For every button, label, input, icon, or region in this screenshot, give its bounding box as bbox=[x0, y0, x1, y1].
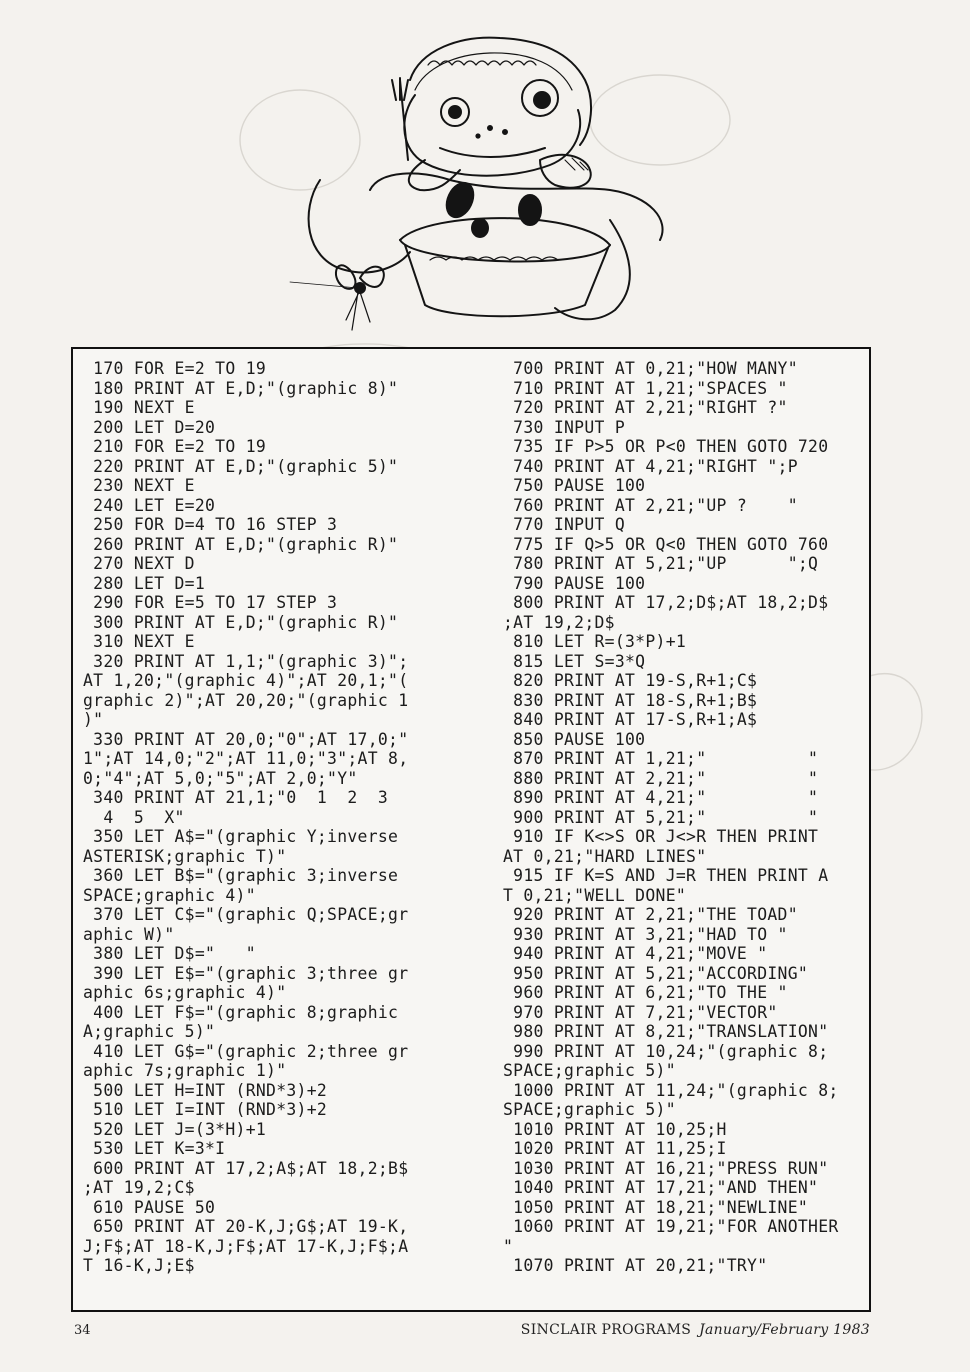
code-line: 310 NEXT E bbox=[83, 632, 195, 651]
code-line: 740 PRINT AT 4,21;"RIGHT ";P bbox=[503, 456, 798, 476]
code-line: 600 PRINT AT 17,2;A$;AT 18,2;B$ bbox=[83, 1158, 409, 1178]
code-line: 240 LET E=20 bbox=[83, 495, 216, 515]
code-line: 330 PRINT AT 20,0;"0";AT 17,0;" bbox=[83, 729, 409, 749]
code-line: 290 FOR E=5 TO 17 STEP 3 bbox=[83, 593, 338, 612]
code-line: 280 LET D=1 bbox=[83, 573, 206, 593]
page-number: 34 bbox=[74, 1323, 91, 1338]
code-line: 180 PRINT AT E,D;"(graphic 8)" bbox=[83, 378, 399, 398]
code-line: 915 IF K=S AND J=R THEN PRINT A bbox=[503, 866, 829, 885]
code-line: 775 IF Q>5 OR Q<0 THEN GOTO 760 bbox=[503, 534, 829, 554]
code-line: 810 LET R=(3*P)+1 bbox=[503, 632, 687, 651]
code-line: 650 PRINT AT 20-K,J;G$;AT 19-K, bbox=[83, 1217, 409, 1236]
code-line: 950 PRINT AT 5,21;"ACCORDING" bbox=[503, 963, 809, 983]
code-line: 520 LET J=(3*H)+1 bbox=[83, 1119, 267, 1139]
code-line: 530 LET K=3*I bbox=[83, 1139, 226, 1158]
code-line: SPACE;graphic 4)" bbox=[83, 885, 256, 905]
code-line: AT 0,21;"HARD LINES" bbox=[503, 846, 707, 866]
code-line: 815 LET S=3*Q bbox=[503, 651, 646, 671]
code-line: 230 NEXT E bbox=[83, 476, 195, 495]
code-line: ASTERISK;graphic T)" bbox=[83, 846, 287, 866]
code-line: 610 PAUSE 50 bbox=[83, 1197, 216, 1217]
code-line: ;AT 19,2;C$ bbox=[83, 1178, 195, 1197]
code-line: 730 INPUT P bbox=[503, 417, 626, 437]
code-line: 170 FOR E=2 TO 19 bbox=[83, 359, 267, 378]
program-listing-box bbox=[71, 347, 871, 1312]
code-line: 1";AT 14,0;"2";AT 11,0;"3";AT 8, bbox=[83, 749, 409, 768]
code-line: 910 IF K<>S OR J<>R THEN PRINT bbox=[503, 827, 819, 846]
code-line: 220 PRINT AT E,D;"(graphic 5)" bbox=[83, 456, 399, 476]
code-line: " bbox=[503, 1236, 514, 1256]
listing-left-column bbox=[83, 359, 408, 1276]
code-line: 820 PRINT AT 19-S,R+1;C$ bbox=[503, 671, 758, 690]
code-line: 700 PRINT AT 0,21;"HOW MANY" bbox=[503, 359, 798, 378]
code-line: 1030 PRINT AT 16,21;"PRESS RUN" bbox=[503, 1158, 829, 1178]
code-line: 400 LET F$="(graphic 8;graphic bbox=[83, 1002, 399, 1022]
code-line: 830 PRINT AT 18-S,R+1;B$ bbox=[503, 690, 758, 710]
code-line: graphic 2)";AT 20,20;"(graphic 1 bbox=[83, 690, 409, 710]
code-line: 320 PRINT AT 1,1;"(graphic 3)"; bbox=[83, 651, 409, 671]
code-line: 800 PRINT AT 17,2;D$;AT 18,2;D$ bbox=[503, 593, 829, 612]
code-line: 735 IF P>5 OR P<0 THEN GOTO 720 bbox=[503, 437, 829, 456]
code-line: T 16-K,J;E$ bbox=[83, 1256, 195, 1275]
code-line: 940 PRINT AT 4,21;"MOVE " bbox=[503, 944, 768, 963]
code-line: 750 PAUSE 100 bbox=[503, 476, 646, 495]
code-line: 930 PRINT AT 3,21;"HAD TO " bbox=[503, 924, 788, 944]
code-line: 0;"4";AT 5,0;"5";AT 2,0;"Y" bbox=[83, 768, 358, 788]
code-line: SPACE;graphic 5)" bbox=[503, 1100, 676, 1119]
code-line: 980 PRINT AT 8,21;"TRANSLATION" bbox=[503, 1022, 829, 1041]
code-line: 920 PRINT AT 2,21;"THE TOAD" bbox=[503, 905, 798, 924]
code-line: 710 PRINT AT 1,21;"SPACES " bbox=[503, 378, 788, 398]
code-line: J;F$;AT 18-K,J;F$;AT 17-K,J;F$;A bbox=[83, 1236, 409, 1256]
code-line: 890 PRINT AT 4,21;" " bbox=[503, 788, 819, 807]
code-line: 880 PRINT AT 2,21;" " bbox=[503, 768, 819, 788]
code-line: 250 FOR D=4 TO 16 STEP 3 bbox=[83, 515, 338, 534]
code-line: 960 PRINT AT 6,21;"TO THE " bbox=[503, 983, 788, 1002]
code-line: 360 LET B$="(graphic 3;inverse bbox=[83, 866, 399, 885]
code-line: aphic 7s;graphic 1)" bbox=[83, 1061, 287, 1080]
code-line: 210 FOR E=2 TO 19 bbox=[83, 437, 267, 456]
code-line: 410 LET G$="(graphic 2;three gr bbox=[83, 1041, 409, 1061]
code-line: 370 LET C$="(graphic Q;SPACE;gr bbox=[83, 905, 409, 924]
code-line: 770 INPUT Q bbox=[503, 515, 626, 534]
code-line: A;graphic 5)" bbox=[83, 1022, 216, 1041]
code-line: 500 LET H=INT (RND*3)+2 bbox=[83, 1080, 328, 1100]
code-line: 840 PRINT AT 17-S,R+1;A$ bbox=[503, 710, 758, 729]
code-line: 720 PRINT AT 2,21;"RIGHT ?" bbox=[503, 398, 788, 417]
code-line: 900 PRINT AT 5,21;" " bbox=[503, 807, 819, 827]
code-line: 340 PRINT AT 21,1;"0 1 2 3 bbox=[83, 788, 389, 807]
code-line: ;AT 19,2;D$ bbox=[503, 612, 615, 632]
code-line: 1020 PRINT AT 11,25;I bbox=[503, 1139, 727, 1158]
code-line: 300 PRINT AT E,D;"(graphic R)" bbox=[83, 612, 399, 632]
code-line: 190 NEXT E bbox=[83, 398, 195, 417]
code-line: 510 LET I=INT (RND*3)+2 bbox=[83, 1100, 328, 1119]
code-line: aphic 6s;graphic 4)" bbox=[83, 983, 287, 1002]
code-line: 850 PAUSE 100 bbox=[503, 729, 646, 749]
code-line: 270 NEXT D bbox=[83, 554, 195, 573]
code-line: 1040 PRINT AT 17,21;"AND THEN" bbox=[503, 1178, 819, 1197]
code-line: T 0,21;"WELL DONE" bbox=[503, 885, 687, 905]
code-line: 970 PRINT AT 7,21;"VECTOR" bbox=[503, 1002, 778, 1022]
issue-date: January/February 1983 bbox=[699, 1322, 870, 1338]
code-line: 1070 PRINT AT 20,21;"TRY" bbox=[503, 1256, 768, 1275]
footer-title bbox=[521, 1322, 870, 1338]
code-line: 1060 PRINT AT 19,21;"FOR ANOTHER bbox=[503, 1217, 839, 1236]
code-line: 1000 PRINT AT 11,24;"(graphic 8; bbox=[503, 1080, 839, 1100]
code-line: 760 PRINT AT 2,21;"UP ? " bbox=[503, 495, 798, 515]
code-line: )" bbox=[83, 710, 104, 729]
magazine-name: SINCLAIR PROGRAMS bbox=[520, 1322, 692, 1338]
code-line: SPACE;graphic 5)" bbox=[503, 1061, 676, 1080]
code-line: 990 PRINT AT 10,24;"(graphic 8; bbox=[503, 1041, 829, 1061]
code-line: 380 LET D$=" " bbox=[83, 944, 256, 963]
toad-pie-illustration bbox=[250, 20, 730, 365]
code-line: aphic W)" bbox=[83, 924, 175, 944]
code-line: 390 LET E$="(graphic 3;three gr bbox=[83, 963, 409, 983]
listing-right-column bbox=[503, 359, 839, 1276]
code-line: 1010 PRINT AT 10,25;H bbox=[503, 1119, 727, 1139]
code-line: 1050 PRINT AT 18,21;"NEWLINE" bbox=[503, 1197, 809, 1217]
code-line: 790 PAUSE 100 bbox=[503, 573, 646, 593]
code-line: 350 LET A$="(graphic Y;inverse bbox=[83, 827, 399, 846]
code-line: 4 5 X" bbox=[83, 807, 185, 827]
code-line: 200 LET D=20 bbox=[83, 417, 216, 437]
code-line: 870 PRINT AT 1,21;" " bbox=[503, 749, 819, 768]
code-line: 260 PRINT AT E,D;"(graphic R)" bbox=[83, 534, 399, 554]
code-line: AT 1,20;"(graphic 4)";AT 20,1;"( bbox=[83, 671, 409, 690]
code-line: 780 PRINT AT 5,21;"UP ";Q bbox=[503, 554, 819, 573]
